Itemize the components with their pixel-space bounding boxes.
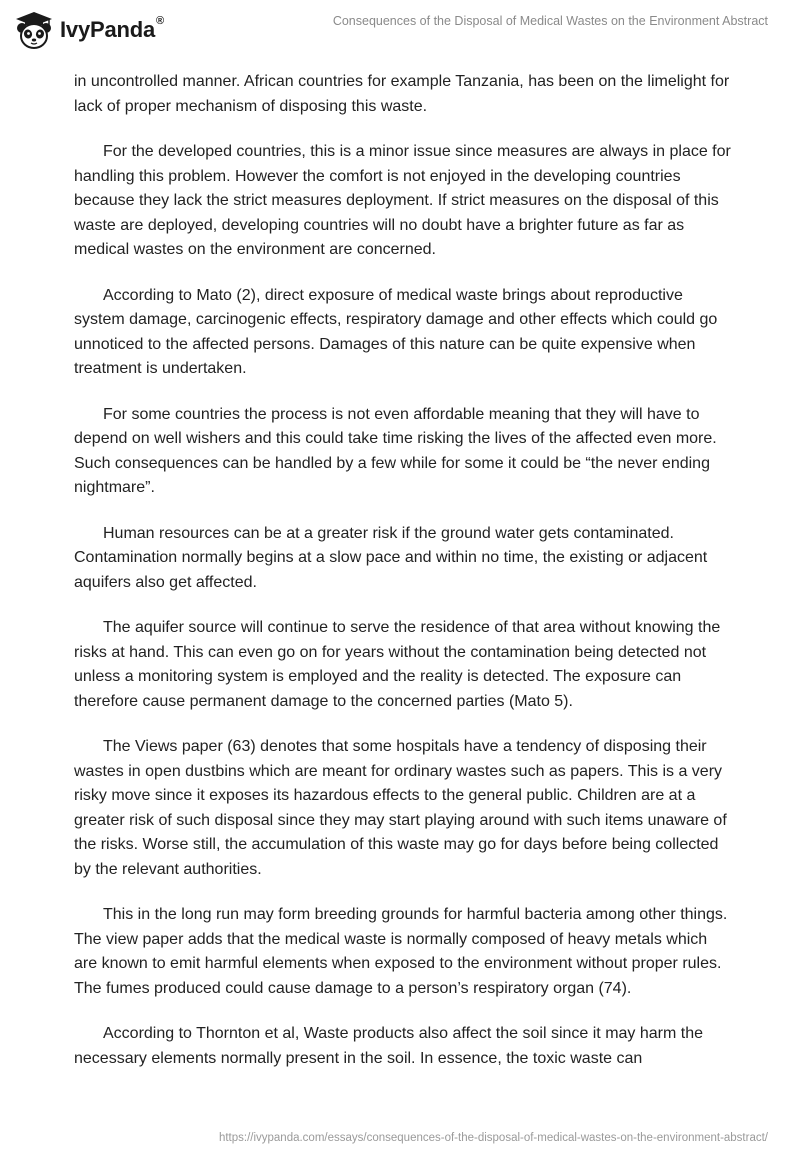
paragraph: The aquifer source will continue to serve the residence of that area without knowing the risks at hand. This can even go on for years without the contamination being detected not unless a monitoring system is employed and the reality is detected. The exposure can therefore cause permanent damage to the concerned parties (Mato 5). xyxy=(74,619,721,710)
paragraph: in uncontrolled manner. African countries for example Tanzania, has been on the limelight for lack of proper mechanism of disposing this waste. xyxy=(74,73,730,115)
paragraph: For the developed countries, this is a minor issue since measures are always in place for handling this problem. However the comfort is not enjoyed in the developing countries because they lack the strict measures deployment. If strict measures on the disposal of this waste are deployed, developing countries will no doubt have a brighter future as far as medical wastes on the environment are concerned. xyxy=(74,143,731,258)
paragraph: According to Thornton et al, Waste products also affect the soil since it may harm the necessary elements normally present in the soil. In essence, the toxic waste can xyxy=(74,1025,703,1067)
source-url[interactable]: https://ivypanda.com/essays/consequences-of-the-disposal-of-medical-wastes-on-the-environment-abstract/ xyxy=(218,1132,768,1144)
brand-logo[interactable] xyxy=(14,10,164,50)
page-header xyxy=(0,0,800,60)
panda-graduate-icon xyxy=(14,10,54,50)
document-title: Consequences of the Disposal of Medical Wastes on the Environment Abstract xyxy=(332,14,768,28)
paragraph: Human resources can be at a greater risk if the ground water gets contaminated. Contamination normally begins at a slow pace and within no time, the existing or adjacent aquifers also get affected. xyxy=(74,524,708,591)
paragraph: The Views paper (63) denotes that some hospitals have a tendency of disposing their wastes in open dustbins which are meant for ordinary wastes such as papers. This is a very risky move since it exposes its hazardous effects to the general public. Children are at a greater risk of such disposal since they may start playing around with such items unaware of the risks. Worse still, the accumulation of this waste may go for days before being collected by the relevant authorities. xyxy=(74,738,727,878)
paragraph: According to Mato (2), direct exposure of medical waste brings about reproductive system damage, carcinogenic effects, respiratory damage and other effects which could go unnoticed to the affected persons. Damages of this nature can be quite expensive when treatment is undertaken. xyxy=(74,286,718,377)
paragraph: This in the long run may form breeding grounds for harmful bacteria among other things. The view paper adds that the medical waste is normally composed of heavy metals which are known to emit harmful elements when exposed to the environment without proper rules. The fumes produced could cause damage to a person’s respiratory organ (74). xyxy=(74,906,728,997)
essay-body xyxy=(74,70,734,1092)
brand-name: IvyPanda® xyxy=(60,15,164,42)
registered-mark: ® xyxy=(156,15,164,27)
paragraph: For some countries the process is not even affordable meaning that they will have to depend on well wishers and this could take time risking the lives of the affected even more. Such consequences can be handled by a few while for some it could be “the never ending nightmare”. xyxy=(74,405,717,496)
